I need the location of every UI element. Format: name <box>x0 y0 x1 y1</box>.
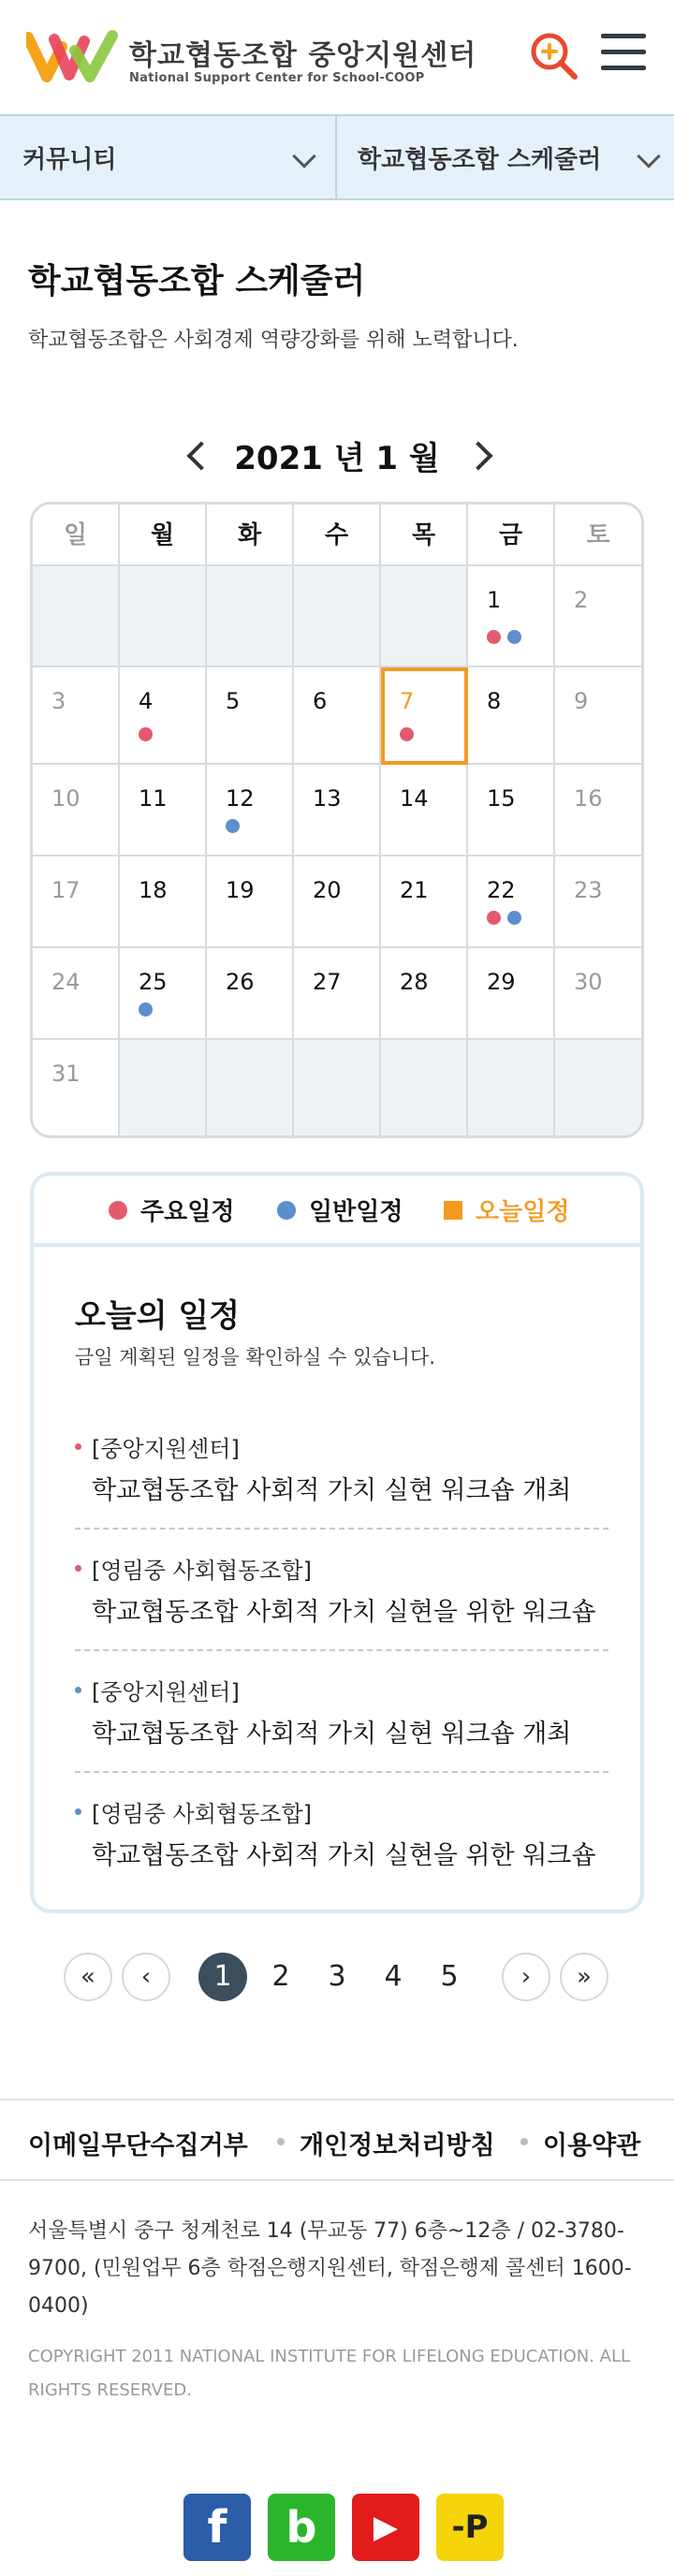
event-bullet-icon <box>75 1443 81 1450</box>
calendar-empty-cell <box>33 566 120 667</box>
event-title: 학교협동조합 사회적 가치 실현 워크숍 개최 <box>92 1476 572 1505</box>
calendar-day-9[interactable] <box>555 667 641 765</box>
calendar-day-number: 23 <box>574 877 603 903</box>
weekday-sat: 토 <box>586 521 610 549</box>
page-2[interactable]: 2 <box>271 1960 290 1993</box>
calendar-day-15[interactable] <box>468 765 555 856</box>
calendar-day-25[interactable] <box>120 948 207 1040</box>
menu-button[interactable] <box>599 30 648 79</box>
today-highlight <box>381 667 468 765</box>
event-divider <box>75 1771 608 1773</box>
weekday-tue: 화 <box>207 505 294 566</box>
calendar-empty-cell <box>207 1040 294 1135</box>
event-title: 학교협동조합 사회적 가치 실현을 위한 워크숍 <box>92 1841 596 1870</box>
footer-link-privacy[interactable]: 개인정보처리방침 <box>300 2131 495 2160</box>
event-title: 학교협동조합 사회적 가치 실현 워크숍 개최 <box>92 1720 572 1749</box>
event-org: [중앙지원센터] <box>92 1679 240 1705</box>
next-month-button[interactable] <box>461 434 502 476</box>
event-org: [영림중 사회협동조합] <box>92 1801 313 1827</box>
kakao-page-glyph: -P <box>451 2509 489 2546</box>
calendar-day-number: 24 <box>51 969 81 995</box>
event-bullet-icon <box>75 1687 81 1693</box>
band-icon[interactable] <box>268 2494 335 2561</box>
calendar-empty-cell <box>294 1040 381 1135</box>
month-label: 2021 년 1 월 <box>234 440 440 477</box>
event-bullet-icon <box>75 1808 81 1815</box>
calendar-day-2[interactable] <box>555 566 641 667</box>
page-description: 학교협동조합은 사회경제 역량강화를 위해 노력합니다. <box>28 329 519 352</box>
logo-icon[interactable] <box>26 28 120 86</box>
event-item[interactable] <box>75 1544 608 1666</box>
youtube-glyph: ▶ <box>373 2509 399 2546</box>
calendar-day-28[interactable] <box>381 948 468 1040</box>
calendar-day-10[interactable] <box>33 765 120 856</box>
calendar-day-number: 25 <box>139 969 168 995</box>
calendar-day-number: 28 <box>400 969 429 995</box>
calendar-day-3[interactable] <box>33 667 120 765</box>
first-page-button[interactable]: « <box>64 1953 112 2001</box>
site-subtitle: National Support Center for School-COOP <box>129 71 425 85</box>
calendar-day-number: 21 <box>400 877 429 903</box>
footer-separator <box>520 2138 528 2145</box>
general-event-dot-icon <box>226 819 240 833</box>
calendar-day-number: 14 <box>400 785 429 812</box>
event-item[interactable] <box>75 1666 608 1788</box>
calendar-day-13[interactable] <box>294 765 381 856</box>
hamburger-icon-line <box>601 66 646 70</box>
calendar-empty-cell <box>294 566 381 667</box>
calendar-day-22[interactable] <box>468 856 555 948</box>
calendar-weekday-header <box>33 505 641 566</box>
calendar-empty-cell <box>207 566 294 667</box>
footer-address: 서울특별시 중구 청계천로 14 (무교동 77) 6층~12층 / 02-3780-9700, (민원업무 6층 학점은행지원센터, 학점은행제 콜센터 1600-0400) <box>28 2219 632 2318</box>
calendar-day-24[interactable] <box>33 948 120 1040</box>
weekday-mon: 월 <box>120 505 207 566</box>
general-event-dot-icon <box>139 1003 153 1017</box>
search-icon[interactable] <box>526 28 582 84</box>
calendar-day-number: 2 <box>574 587 589 613</box>
calendar-empty-cell <box>555 1040 641 1135</box>
calendar-day-6[interactable] <box>294 667 381 765</box>
footer-separator <box>277 2138 285 2145</box>
hamburger-icon <box>601 34 646 38</box>
event-title: 학교협동조합 사회적 가치 실현을 위한 워크숍 <box>92 1598 596 1627</box>
calendar-day-number: 16 <box>574 785 603 812</box>
calendar-day-8[interactable] <box>468 667 555 765</box>
today-title: 오늘의 일정 <box>75 1297 241 1335</box>
nav-dropdown-label: 학교협동조합 스케줄러 <box>358 145 602 174</box>
site-title[interactable]: 학교협동조합 중앙지원센터 <box>129 39 477 72</box>
calendar-day-number: 10 <box>51 785 81 812</box>
calendar-empty-cell <box>381 566 468 667</box>
calendar-day-number: 11 <box>139 785 168 812</box>
calendar-day-number: 15 <box>487 785 516 812</box>
calendar-day-12[interactable] <box>207 765 294 856</box>
facebook-glyph: f <box>207 2501 227 2554</box>
kakao-page-icon[interactable] <box>436 2494 504 2561</box>
calendar-empty-cell <box>381 1040 468 1135</box>
calendar-day-number: 13 <box>313 785 342 812</box>
breadcrumb-nav <box>0 114 674 200</box>
major-event-dot-icon <box>400 727 414 741</box>
event-divider <box>75 1649 608 1651</box>
band-glyph: b <box>286 2502 317 2553</box>
calendar-day-number: 7 <box>400 688 415 714</box>
calendar-day-number: 20 <box>313 877 342 903</box>
event-bullet-icon <box>75 1565 81 1572</box>
legend-major: 주요일정 <box>140 1198 235 1226</box>
legend-general: 일반일정 <box>309 1198 403 1226</box>
calendar-day-7[interactable] <box>381 667 468 765</box>
event-org: [중앙지원센터] <box>92 1436 240 1462</box>
calendar-day-number: 5 <box>226 688 241 714</box>
event-org: [영림중 사회협동조합] <box>92 1558 313 1584</box>
calendar-day-29[interactable] <box>468 948 555 1040</box>
calendar-day-5[interactable] <box>207 667 294 765</box>
calendar-day-number: 30 <box>574 969 603 995</box>
calendar-day-17[interactable] <box>33 856 120 948</box>
calendar-day-number: 19 <box>226 877 255 903</box>
facebook-icon[interactable] <box>183 2494 251 2561</box>
calendar-day-number: 27 <box>313 969 342 995</box>
calendar-day-11[interactable] <box>120 765 207 856</box>
footer-link-terms[interactable]: 이용약관 <box>543 2131 641 2160</box>
page-title: 학교협동조합 스케줄러 <box>28 262 366 300</box>
calendar-day-31[interactable] <box>33 1040 120 1135</box>
footer-copyright: COPYRIGHT 2011 NATIONAL INSTITUTE FOR LIFELONG EDUCATION. ALL RIGHTS RESERVED. <box>28 2347 631 2400</box>
calendar-day-4[interactable] <box>120 667 207 765</box>
calendar-day-number: 22 <box>487 877 516 903</box>
calendar-day-1[interactable] <box>468 566 555 667</box>
page-3[interactable]: 3 <box>328 1960 346 1993</box>
weekday-thu: 목 <box>381 505 468 566</box>
calendar-day-number: 31 <box>51 1061 81 1087</box>
calendar-day-number: 17 <box>51 877 81 903</box>
calendar-day-number: 29 <box>487 969 516 995</box>
legend-today: 오늘일정 <box>476 1198 570 1226</box>
calendar-day-30[interactable] <box>555 948 641 1040</box>
calendar-day-26[interactable] <box>207 948 294 1040</box>
calendar-day-19[interactable] <box>207 856 294 948</box>
calendar-empty-cell <box>120 566 207 667</box>
prev-page-button[interactable]: ‹ <box>122 1953 170 2001</box>
calendar-day-number: 26 <box>226 969 255 995</box>
footer-links <box>0 2099 674 2181</box>
weekday-fri: 금 <box>468 505 555 566</box>
hamburger-icon-line <box>601 50 646 54</box>
event-item[interactable] <box>75 1423 608 1544</box>
calendar-day-number: 3 <box>51 688 66 714</box>
general-event-dot-icon <box>507 911 521 925</box>
calendar-day-number: 12 <box>226 785 255 812</box>
nav-dropdown-label: 커뮤니티 <box>22 145 117 174</box>
calendar-empty-cell <box>120 1040 207 1135</box>
calendar-day-number: 18 <box>139 877 168 903</box>
chevron-down-icon <box>637 144 660 168</box>
calendar-day-number: 4 <box>139 688 154 714</box>
major-dot-icon <box>109 1201 127 1220</box>
site-header <box>0 0 674 114</box>
major-event-dot-icon <box>487 630 501 644</box>
page-1[interactable]: 1 <box>198 1953 247 2001</box>
general-dot-icon <box>277 1201 296 1220</box>
footer-link-email[interactable]: 이메일무단수집거부 <box>28 2131 248 2160</box>
today-description: 금일 계획된 일정을 확인하실 수 있습니다. <box>75 1346 435 1368</box>
calendar-empty-cell <box>468 1040 555 1135</box>
calendar-day-16[interactable] <box>555 765 641 856</box>
calendar-body <box>33 566 641 1135</box>
legend <box>34 1176 640 1247</box>
page-5[interactable]: 5 <box>440 1960 459 1993</box>
page-4[interactable]: 4 <box>384 1960 403 1993</box>
event-item[interactable] <box>75 1788 608 1910</box>
chevron-down-icon <box>292 144 315 168</box>
event-divider <box>75 1528 608 1530</box>
youtube-icon[interactable] <box>352 2494 419 2561</box>
calendar-day-18[interactable] <box>120 856 207 948</box>
calendar-day-21[interactable] <box>381 856 468 948</box>
last-page-button[interactable]: » <box>560 1953 608 2001</box>
calendar-day-20[interactable] <box>294 856 381 948</box>
major-event-dot-icon <box>487 911 501 925</box>
calendar-day-23[interactable] <box>555 856 641 948</box>
calendar-day-number: 9 <box>574 688 589 714</box>
today-schedule-panel <box>30 1172 644 1913</box>
major-event-dot-icon <box>139 727 153 741</box>
calendar-grid <box>30 502 644 1138</box>
calendar-day-14[interactable] <box>381 765 468 856</box>
next-page-button[interactable]: › <box>502 1953 550 2001</box>
calendar-day-number: 8 <box>487 688 502 714</box>
nav-dropdown-community[interactable] <box>0 116 335 198</box>
nav-dropdown-scheduler[interactable] <box>337 116 674 198</box>
calendar-day-27[interactable] <box>294 948 381 1040</box>
calendar-day-number: 1 <box>487 587 502 613</box>
weekday-sun: 일 <box>33 505 120 566</box>
weekday-wed: 수 <box>294 505 381 566</box>
calendar-day-number: 6 <box>313 688 328 714</box>
today-square-icon <box>444 1201 462 1220</box>
general-event-dot-icon <box>507 630 521 644</box>
